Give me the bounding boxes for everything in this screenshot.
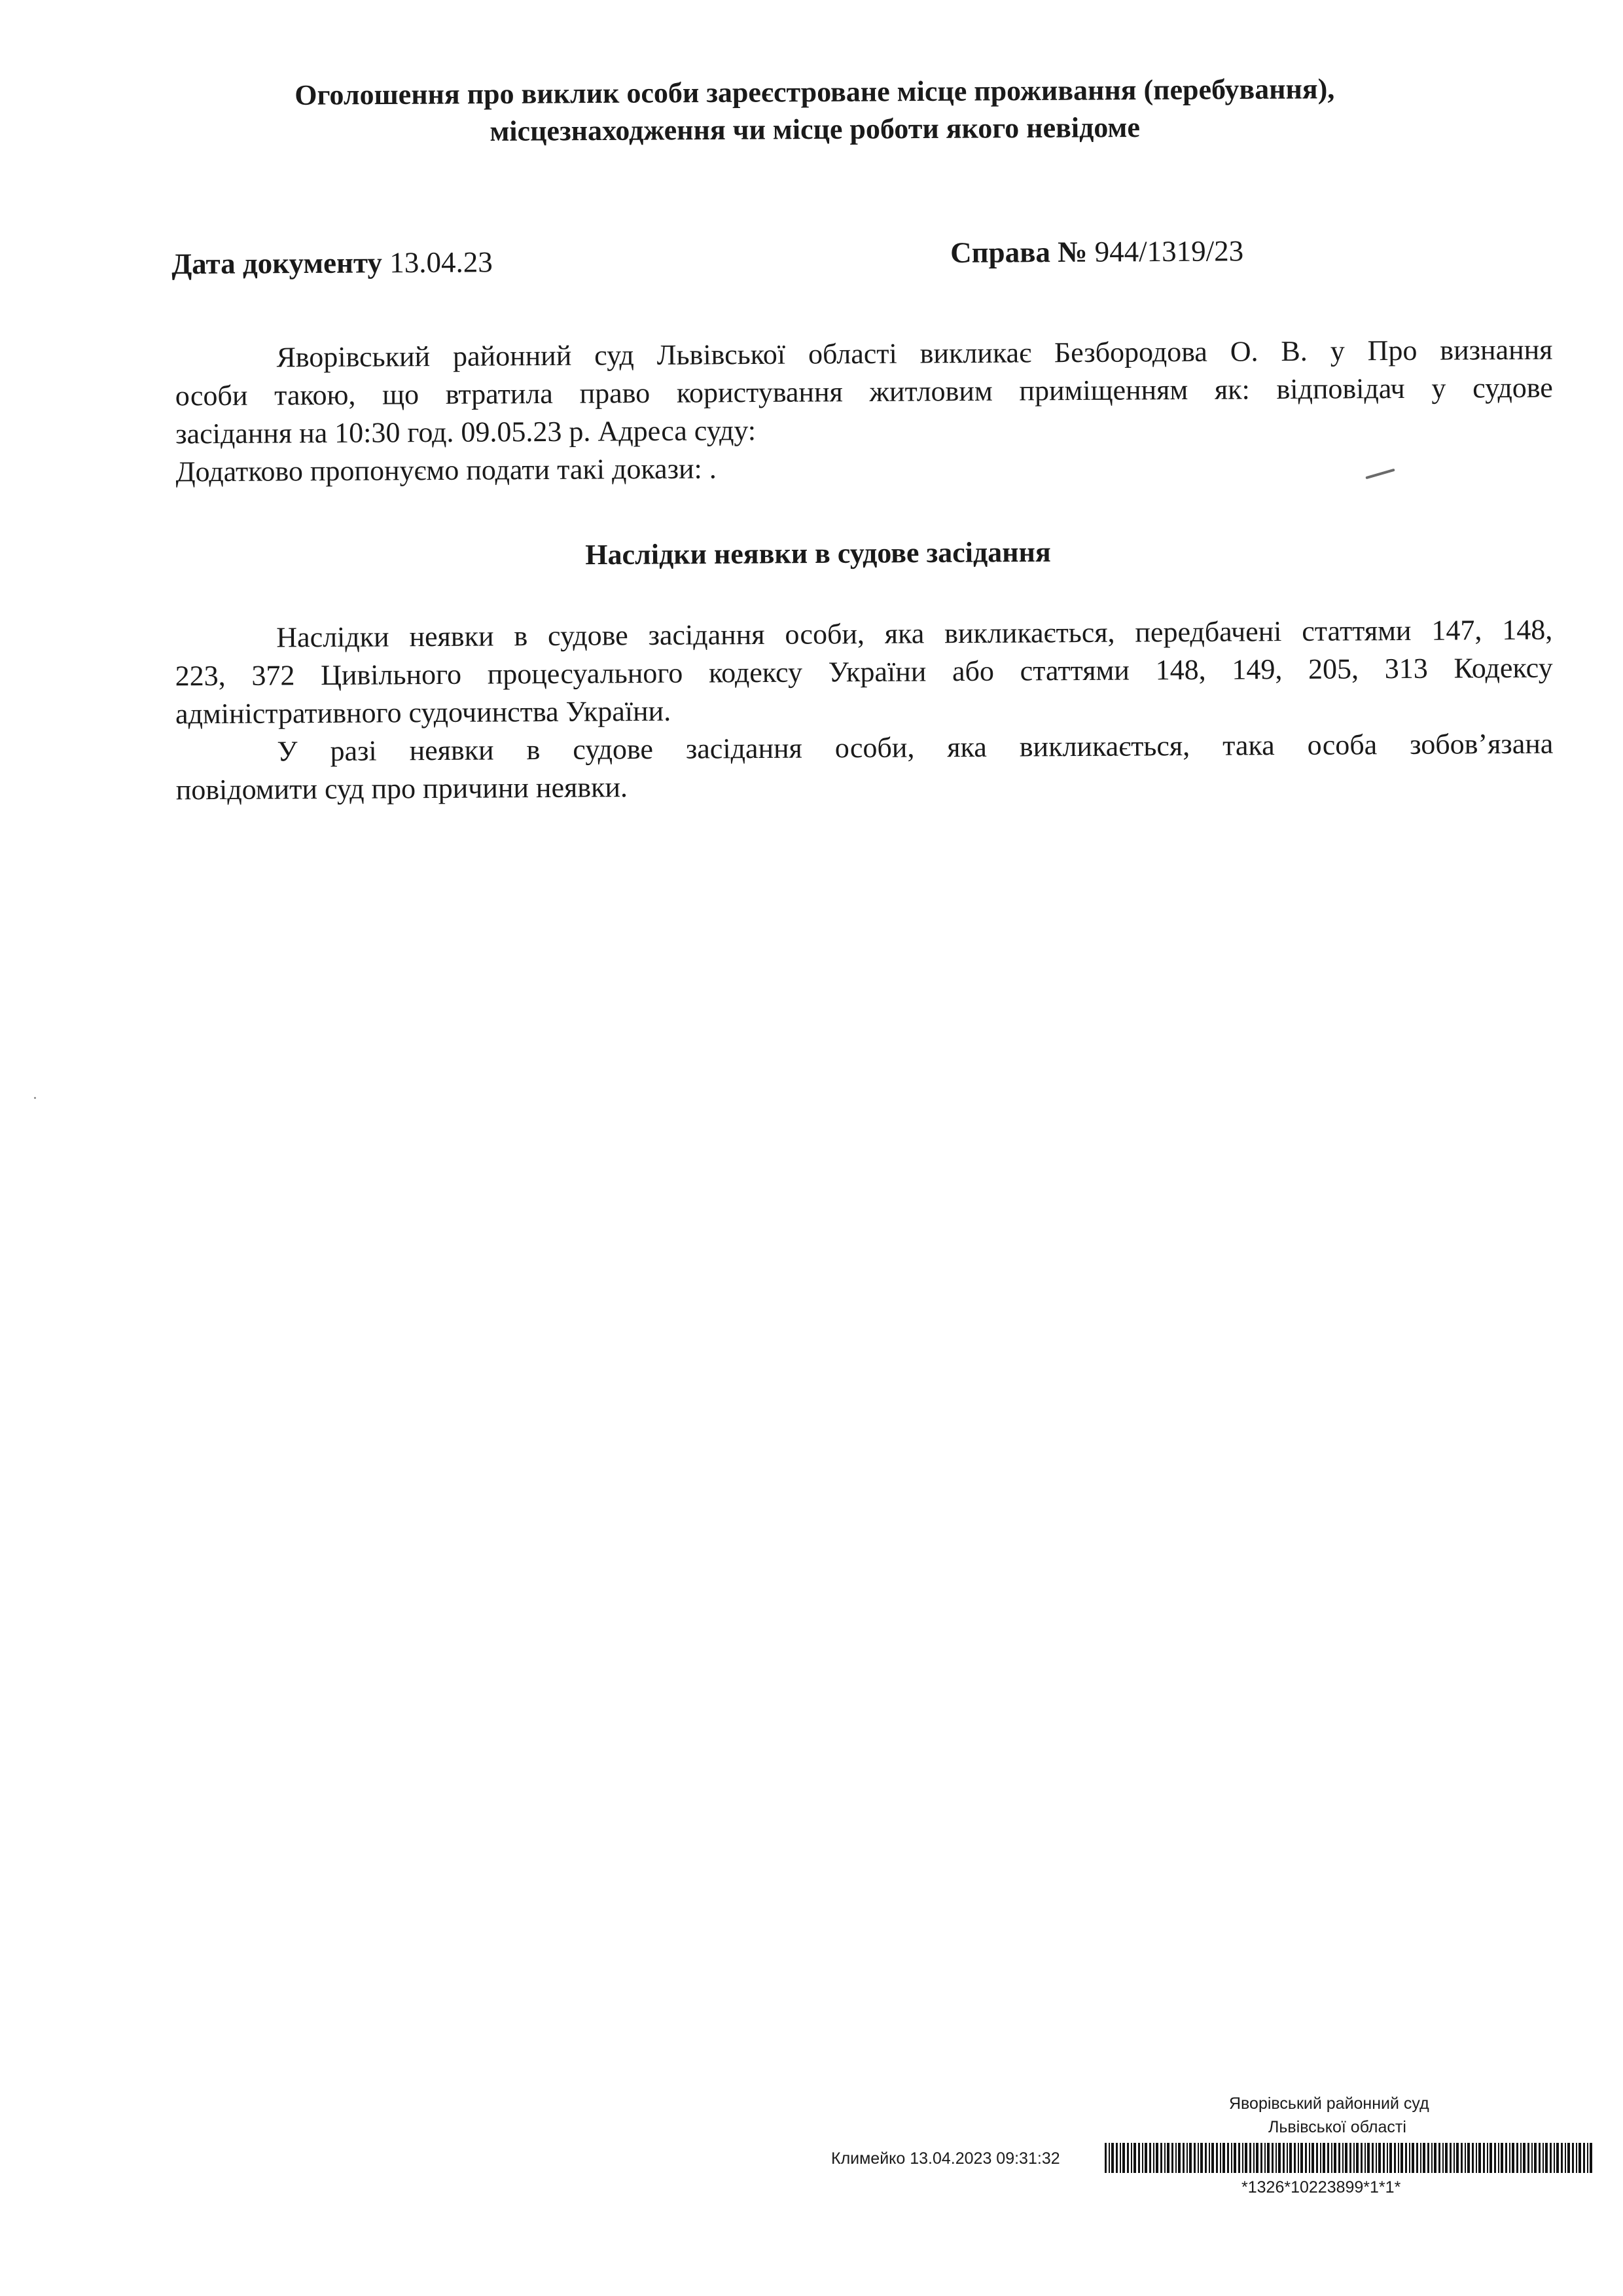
- consequences-line-2: 223, 372 Цивільного процесуального кодексу України або статтями 148, 149, 205, 313 Кодексу: [175, 651, 1553, 692]
- obligation-line-1: У разі неявки в судове засідання особи, яка викликається, така особа зобов’язана: [277, 727, 1554, 768]
- registration-stamp: [831, 2094, 1597, 2206]
- case-label: Справа №: [950, 235, 1088, 269]
- barcode: [1105, 2143, 1594, 2173]
- title-line-1: Оголошення про виклик особи зареєстроване місце проживання (перебування),: [294, 73, 1335, 111]
- consequences-line-1: Наслідки неявки в судове засідання особи, яка викликається, передбачені статтями 147, 148,: [276, 613, 1553, 654]
- case-value: 944/1319/23: [1094, 234, 1244, 268]
- page-title: [216, 69, 1414, 151]
- summons-line-4: Додатково пропонуємо подати такі докази: .: [175, 452, 717, 488]
- date-value: 13.04.23: [389, 245, 493, 279]
- document-meta: [171, 232, 1297, 281]
- consequences-line-3: адміністративного судочинства України.: [175, 694, 671, 730]
- summons-line-1: Яворівський районний суд Львівської області викликає Безбородова О. В. у Про визнання: [276, 333, 1553, 374]
- case-number: [950, 232, 1243, 271]
- consequences-paragraph: [175, 611, 1554, 810]
- summons-line-2: особи такою, що втратила право користування житловим приміщенням як: відповідач у судове: [175, 371, 1553, 412]
- title-line-2: місцезнаходження чи місце роботи якого невідоме: [490, 111, 1141, 148]
- summons-line-3: засідання на 10:30 год. 09.05.23 р. Адреса суду:: [175, 414, 757, 450]
- stamp-clerk-timestamp: Климейко 13.04.2023 09:31:32: [831, 2149, 1060, 2168]
- date-label: Дата документу: [171, 246, 383, 281]
- stamp-court-name: Яворівський районний суд: [1229, 2094, 1429, 2113]
- consequences-heading: Наслідки неявки в судове засідання: [585, 535, 1051, 571]
- summons-paragraph: [175, 331, 1553, 492]
- obligation-line-2: повідомити суд про причини неявки.: [175, 771, 628, 806]
- scan-speck: [34, 1097, 36, 1099]
- stamp-court-region: Львівської області: [1268, 2118, 1406, 2136]
- document-date: [171, 243, 493, 282]
- barcode-text: *1326*10223899*1*1*: [1241, 2178, 1401, 2197]
